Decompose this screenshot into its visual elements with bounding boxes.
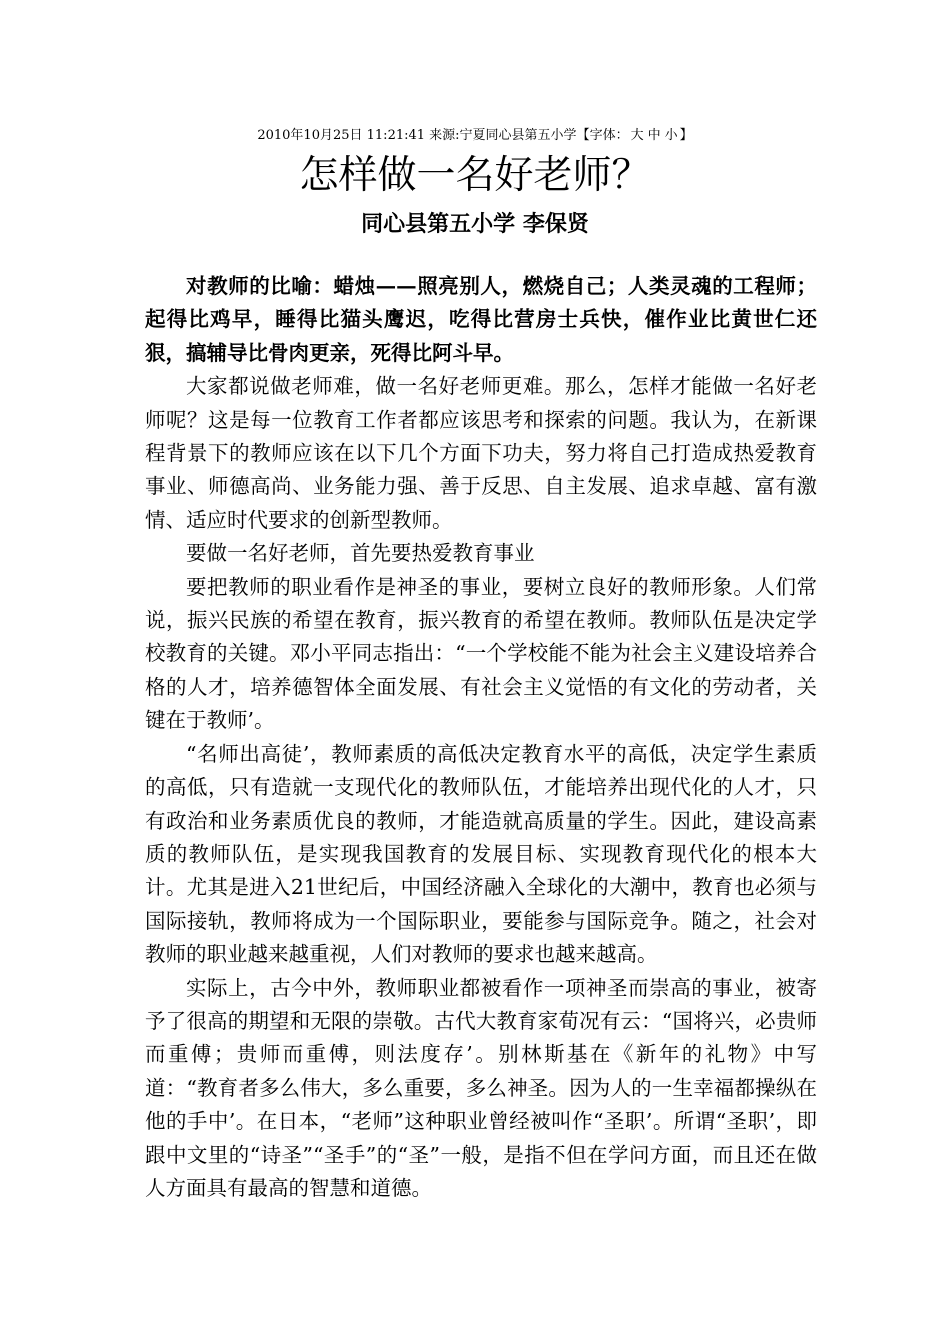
font-size-medium-link[interactable]: 中 <box>647 128 661 143</box>
font-size-label: 【字体： <box>576 128 629 143</box>
font-size-large-link[interactable]: 大 <box>630 128 644 143</box>
font-size-label-end: 】 <box>679 128 693 143</box>
article-source: 来源:宁夏同心县第五小学 <box>429 128 577 143</box>
article-author: 同心县第五小学 李保贤 <box>361 211 589 237</box>
intro-paragraph: 对教师的比喻：蜡烛——照亮别人，燃烧自己；人类灵魂的工程师；起得比鸡早，睡得比猫头鹰迟，吃得比营房士兵快，催作业比黄世仁还狠，搞辅导比骨肉更亲，死得比阿斗早。 <box>145 274 817 365</box>
section-heading: 要做一名好老师，首先要热爱教育事业 <box>186 541 535 566</box>
body-paragraph: 实际上，古今中外，教师职业都被看作一项神圣而崇高的事业，被寄予了很高的期望和无限的崇敬。古代大教育家荀况有云：“国将兴，必贵师而重傅；贵师而重傅，则法度存’。别林斯基在《新年的礼物》中写道：“教育者多么伟大，多么重要，多么神圣。因为人的一生幸福都操纵在他的手中’。在日本，“老师”这种职业曾经被叫作“圣职’。所谓“圣职’，即跟中文里的“诗圣”“圣手”的“圣”一般，是指不但在学问方面，而且还在做人方面具有最高的智慧和道德。 <box>145 975 817 1200</box>
article-meta <box>0 128 950 144</box>
article-body <box>145 270 817 1205</box>
body-paragraph: 要把教师的职业看作是神圣的事业，要树立良好的教师形象。人们常说，振兴民族的希望在教育，振兴教育的希望在教师。教师队伍是决定学校教育的关键。邓小平同志指出：“一个学校能不能为社会主义建设培养合格的人才，培养德智体全面发展、有社会主义觉悟的有文化的劳动者，关键在于教师’。 <box>145 574 817 733</box>
font-size-small-link[interactable]: 小 <box>664 128 678 143</box>
body-paragraph: “名师出高徒’，教师素质的高低决定教育水平的高低，决定学生素质的高低，只有造就一支现代化的教师队伍，才能培养出现代化的人才，只有政治和业务素质优良的教师，才能造就高质量的学生。因此，建设高素质的教师队伍，是实现我国教育的发展目标、实现教育现代化的根本大计。尤其是进入21世纪后，中国经济融入全球化的大潮中，教育也必须与国际接轨，教师将成为一个国际职业，要能参与国际竞争。随之，社会对教师的职业越来越重视，人们对教师的要求也越来越高。 <box>145 741 817 967</box>
publish-date: 2010年10月25日 11:21:41 <box>257 128 426 143</box>
article-title: 怎样做一名好老师？ <box>299 153 651 198</box>
body-paragraph: 大家都说做老师难，做一名好老师更难。那么，怎样才能做一名好老师呢？这是每一位教育工作者都应该思考和探索的问题。我认为，在新课程背景下的教师应该在以下几个方面下功夫，努力将自己打造成热爱教育事业、师德高尚、业务能力强、善于反思、自主发展、追求卓越、富有激情、适应时代要求的创新型教师。 <box>145 374 817 532</box>
